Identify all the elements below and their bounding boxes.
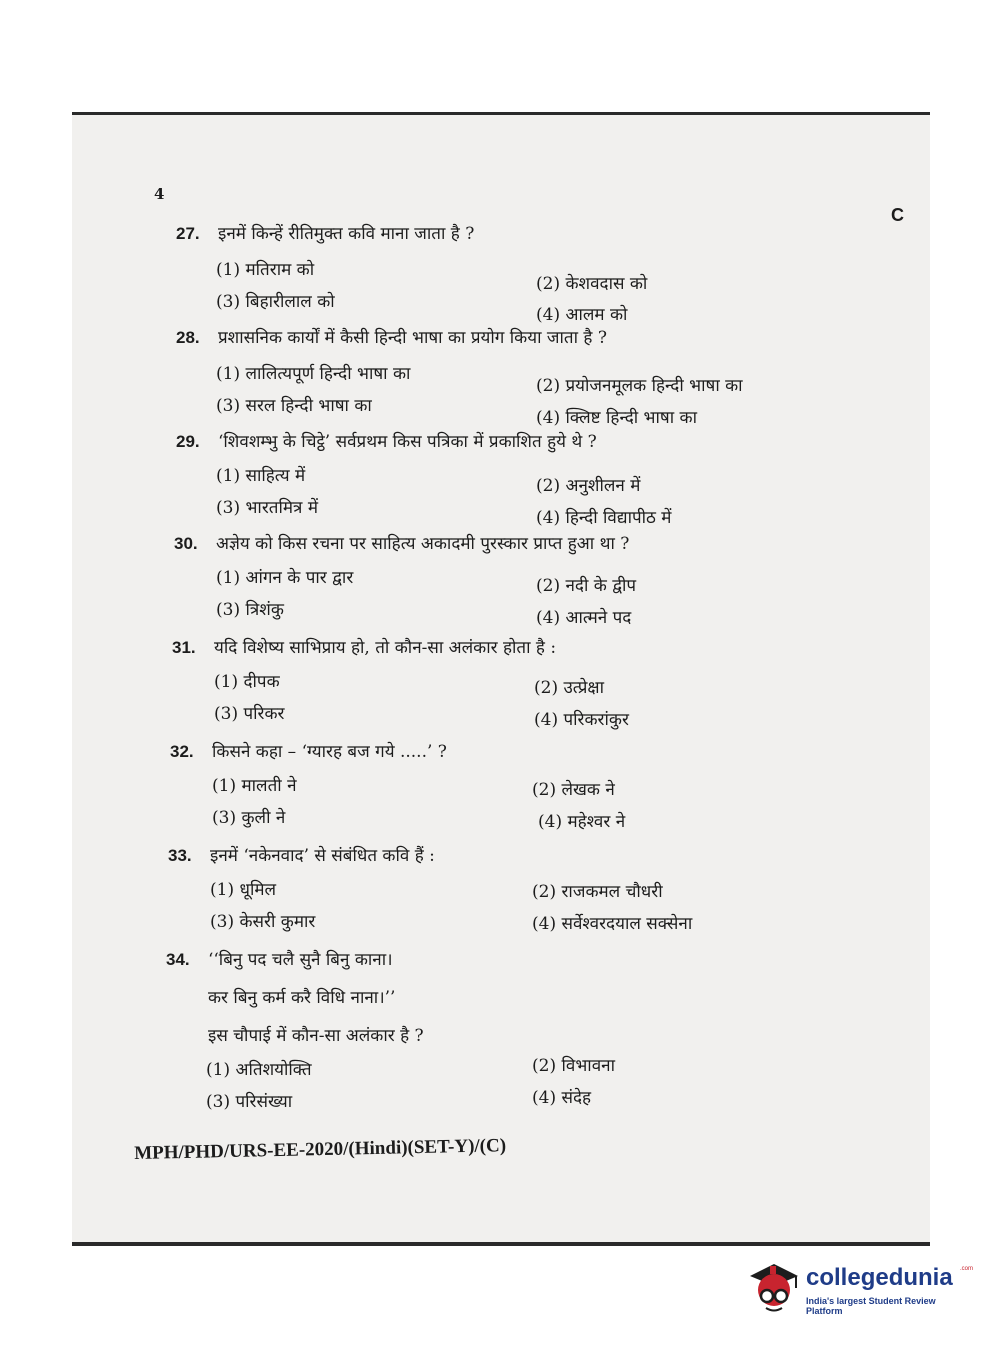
option-3: (3) केसरी कुमार <box>210 912 316 932</box>
question-text: यदि विशेष्य साभिप्राय हो, तो कौन-सा अलंकार होता है : <box>214 638 557 658</box>
option-4: (4) आलम को <box>536 305 628 325</box>
option-3: (3) परिसंख्या <box>206 1092 293 1112</box>
question-number: 28. <box>176 328 200 347</box>
question-number: 34. <box>166 950 190 969</box>
option-1: (1) लालित्यपूर्ण हिन्दी भाषा का <box>216 364 411 384</box>
option-3: (3) बिहारीलाल को <box>216 292 335 312</box>
question-number: 32. <box>170 742 194 761</box>
question-number: 33. <box>168 846 192 865</box>
option-1: (1) धूमिल <box>210 880 277 900</box>
option-1: (1) अतिशयोक्ति <box>206 1060 312 1080</box>
question-text: ‘शिवशम्भु के चिट्ठे’ सर्वप्रथम किस पत्रिका में प्रकाशित हुये थे ? <box>218 432 597 452</box>
option-1: (1) दीपक <box>214 672 280 692</box>
question-number: 30. <box>174 534 198 553</box>
option-2: (2) उत्प्रेक्षा <box>534 678 604 698</box>
option-1: (1) मतिराम को <box>216 260 315 280</box>
question-34 <box>166 949 666 1049</box>
option-4: (4) परिकरांकुर <box>534 710 629 730</box>
option-3: (3) सरल हिन्दी भाषा का <box>216 396 372 416</box>
exam-page <box>72 112 930 1246</box>
option-4: (4) महेश्वर ने <box>538 812 626 832</box>
collegedunia-watermark <box>744 1258 974 1318</box>
question-text-line-3: इस चौपाई में कौन-सा अलंकार है ? <box>208 1026 424 1046</box>
question-number: 27. <box>176 224 200 243</box>
option-1: (1) मालती ने <box>212 776 297 796</box>
option-1: (1) साहित्य में <box>216 466 306 486</box>
question-text: अज्ञेय को किस रचना पर साहित्य अकादमी पुरस्कार प्राप्त हुआ था ? <box>216 534 630 554</box>
option-2: (2) राजकमल चौधरी <box>532 882 663 902</box>
question-text: इनमें किन्हें रीतिमुक्त कवि माना जाता है ? <box>218 224 475 244</box>
question-text: इनमें ‘नकेनवाद’ से संबंधित कवि हैं : <box>210 846 435 866</box>
question-text-line-2: कर बिनु कर्म करै विधि नाना।’’ <box>208 988 396 1008</box>
option-4: (4) संदेह <box>532 1088 592 1108</box>
option-2: (2) केशवदास को <box>536 274 648 294</box>
question-text: ‘‘बिनु पद चलै सुनै बिनु काना। <box>208 950 393 970</box>
option-3: (3) परिकर <box>214 704 285 724</box>
brand-tagline: India's largest Student Review Platform <box>806 1296 936 1316</box>
option-4: (4) क्लिष्ट हिन्दी भाषा का <box>536 408 697 428</box>
option-4: (4) सर्वेश्वरदयाल सक्सेना <box>532 914 693 934</box>
mascot-logo-icon <box>744 1258 802 1314</box>
option-2: (2) अनुशीलन में <box>536 476 641 496</box>
option-3: (3) कुली ने <box>212 808 286 828</box>
question-text: किसने कहा – ‘ग्यारह बज गये .....’ ? <box>212 742 447 762</box>
option-3: (3) भारतमित्र में <box>216 498 319 518</box>
option-2: (2) नदी के द्वीप <box>536 576 637 596</box>
exam-code-footer: MPH/PHD/URS-EE-2020/(Hindi)(SET-Y)/(C) <box>134 1135 507 1164</box>
option-4: (4) हिन्दी विद्यापीठ में <box>536 508 672 528</box>
question-number: 31. <box>172 638 196 657</box>
brand-name: collegedunia <box>806 1264 953 1291</box>
question-text: प्रशासनिक कार्यों में कैसी हिन्दी भाषा का प्रयोग किया जाता है ? <box>218 328 607 348</box>
option-4: (4) आत्मने पद <box>536 608 632 628</box>
brand-suffix: .com <box>960 1266 974 1272</box>
option-2: (2) प्रयोजनमूलक हिन्दी भाषा का <box>536 376 743 396</box>
option-2: (2) लेखक ने <box>532 780 615 800</box>
set-label: C <box>891 205 904 225</box>
option-2: (2) विभावना <box>532 1056 615 1076</box>
option-3: (3) त्रिशंकु <box>216 600 284 620</box>
page-number: 4 <box>154 185 165 203</box>
option-1: (1) आंगन के पार द्वार <box>216 568 354 588</box>
question-number: 29. <box>176 432 200 451</box>
